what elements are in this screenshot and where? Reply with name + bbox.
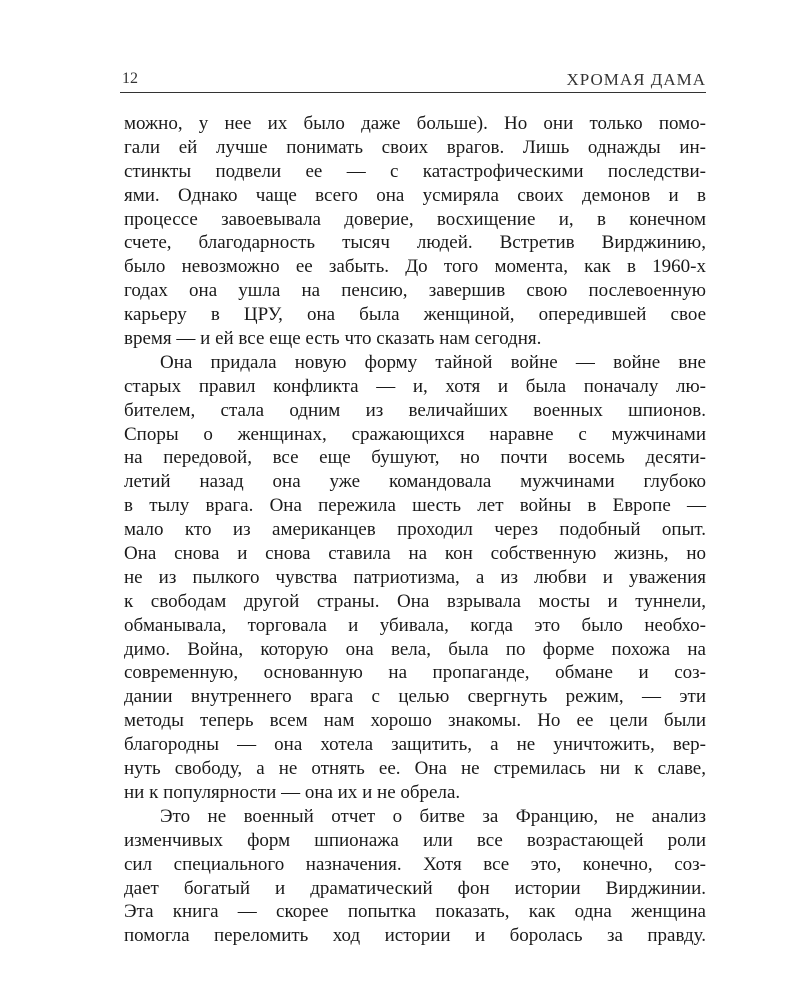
page-header <box>120 68 706 93</box>
text-line: к свободам другой страны. Она взрывала мосты и туннели, <box>124 590 706 612</box>
text-line: димо. Война, которую она вела, была по форме похожа на <box>124 638 706 660</box>
text-line: старых правил конфликта — и, хотя и была поначалу лю- <box>124 375 706 397</box>
text-line: Эта книга — скорее попытка показать, как одна женщина <box>124 901 706 923</box>
text-line: дании внутреннего врага с целью свергнуть режим, — эти <box>124 686 706 708</box>
text-line: методы теперь всем нам хорошо знакомы. Но ее цели были <box>124 710 706 732</box>
text-line: бителем, стала одним из величайших военных шпионов. <box>124 399 706 421</box>
text-line: обманывала, торговала и убивала, когда это было необхо- <box>124 614 706 636</box>
text-line: ями. Однако чаще всего она усмиряла своих демонов и в <box>124 184 706 206</box>
text-line: карьеру в ЦРУ, она была женщиной, опередившей свое <box>124 304 706 326</box>
text-line: Это не военный отчет о битве за Францию, не анализ <box>160 805 706 827</box>
text-line: благородны — она хотела защитить, а не уничтожить, вер- <box>124 734 706 756</box>
text-line: сил специального назначения. Хотя все это, конечно, соз- <box>124 853 706 875</box>
text-line: счете, благодарность тысяч людей. Встретив Вирджинию, <box>124 232 706 254</box>
text-line: гали ей лучше понимать своих врагов. Лишь однажды ин- <box>124 136 706 158</box>
body-text <box>124 112 706 948</box>
text-line: на передовой, все еще бушуют, но почти восемь десяти- <box>124 447 706 469</box>
text-line: изменчивых форм шпионажа или все возрастающей роли <box>124 829 706 851</box>
paragraph-2 <box>124 351 706 805</box>
text-line: годах она ушла на пенсию, завершив свою послевоенную <box>124 280 706 302</box>
text-line: Она придала новую форму тайной войне — войне вне <box>160 351 706 373</box>
page-number: 12 <box>122 70 138 87</box>
text-line: стинкты подвели ее — с катастрофическими последстви- <box>124 160 706 182</box>
text-line: дает богатый и драматический фон истории Вирджинии. <box>124 877 706 899</box>
running-title: ХРОМАЯ ДАМА <box>566 70 706 89</box>
text-line: помогла переломить ход истории и боролась за правду. <box>124 925 706 947</box>
text-line: мало кто из американцев проходил через подобный опыт. <box>124 519 706 541</box>
text-line: Споры о женщинах, сражающихся наравне с мужчинами <box>124 423 706 445</box>
text-line: Она снова и снова ставила на кон собственную жизнь, но <box>124 543 706 565</box>
text-line: не из пылкого чувства патриотизма, а из любви и уважения <box>124 566 706 588</box>
text-line: летий назад она уже командовала мужчинами глубоко <box>124 471 706 493</box>
text-line: ни к популярности — она их и не обрела. <box>124 781 461 803</box>
text-line: нуть свободу, а не отнять ее. Она не стремилась ни к славе, <box>124 758 706 780</box>
paragraph-3 <box>124 805 706 948</box>
text-line: было невозможно ее забыть. До того момента, как в 1960-х <box>124 256 706 278</box>
text-line: современную, основанную на пропаганде, обмане и соз- <box>124 662 706 684</box>
text-line: можно, у нее их было даже больше). Но они только помо- <box>124 113 706 134</box>
text-line: время — и ей все еще есть что сказать нам сегодня. <box>124 328 542 350</box>
text-line: в тылу врага. Она пережила шесть лет войны в Европе — <box>124 495 706 517</box>
paragraph-1 <box>124 112 706 351</box>
text-line: процессе завоевывала доверие, восхищение и, в конечном <box>124 208 706 230</box>
